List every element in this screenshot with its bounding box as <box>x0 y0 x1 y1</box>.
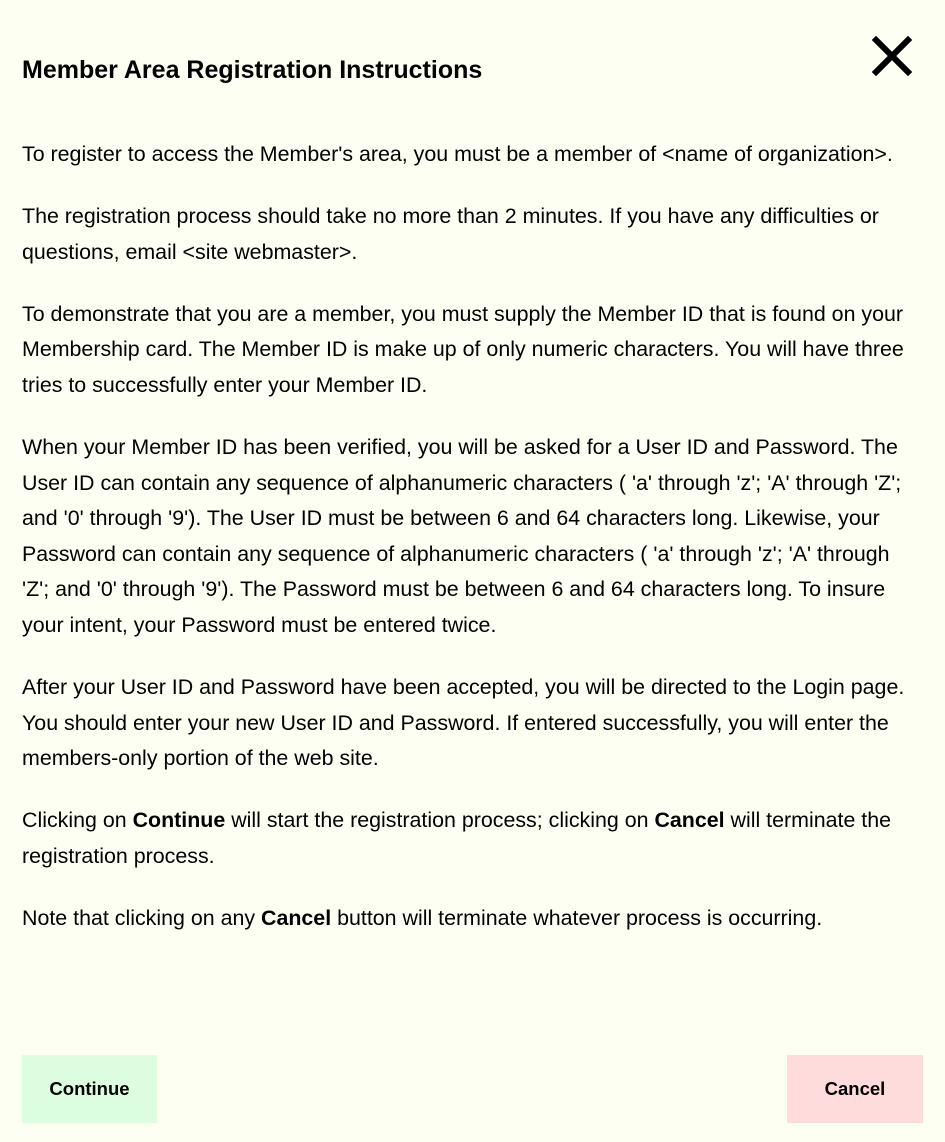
instruction-paragraph-cancel-note <box>22 901 922 937</box>
instruction-paragraph-login: After your User ID and Password have been accepted, you will be directed to the Login page. You should enter your new User ID and Password. If entered successfully, you will enter the members-only portion of the web site. <box>22 675 905 771</box>
continue-keyword: Continue <box>132 808 226 833</box>
instructions-body <box>22 137 922 963</box>
instruction-paragraph-duration: The registration process should take no more than 2 minutes. If you have any difficulties or questions, email <site webmaster>. <box>22 204 879 264</box>
instruction-paragraph-continue-cancel <box>22 803 922 874</box>
close-button[interactable] <box>870 36 914 76</box>
close-icon <box>870 36 914 76</box>
continue-button[interactable]: Continue <box>22 1055 157 1123</box>
cancel-button[interactable]: Cancel <box>787 1055 923 1123</box>
cancel-keyword: Cancel <box>654 808 725 833</box>
instruction-paragraph-member-id: To demonstrate that you are a member, you must supply the Member ID that is found on your Membership card. The Member ID is make up of only numeric characters. You will have three tries to successfully enter your Member ID. <box>22 301 904 397</box>
text-segment: button will terminate whatever process is occurring. <box>331 906 823 931</box>
cancel-keyword: Cancel <box>261 906 332 931</box>
text-segment: will start the registration process; clicking on <box>225 808 655 833</box>
text-segment: will terminate the registration process. <box>22 808 892 868</box>
instruction-paragraph-membership: To register to access the Member's area, you must be a member of <name of organization>. <box>22 142 893 166</box>
instruction-paragraph-credentials: When your Member ID has been verified, you will be asked for a User ID and Password. The User ID can contain any sequence of alphanumeric characters ( 'a' through 'z'; 'A' through 'Z'; and '0' through '9'). The User ID must be between 6 and 64 characters long. Likewise, your Password can contain any sequence of alphanumeric characters ( 'a' through 'z'; 'A' through 'Z'; and '0' through '9'). The Password must be between 6 and 64 characters long. To insure your intent, your Password must be entered twice. <box>22 435 902 638</box>
text-segment: Clicking on <box>22 808 133 833</box>
dialog-title: Member Area Registration Instructions <box>22 56 483 84</box>
text-segment: Note that clicking on any <box>22 906 261 931</box>
